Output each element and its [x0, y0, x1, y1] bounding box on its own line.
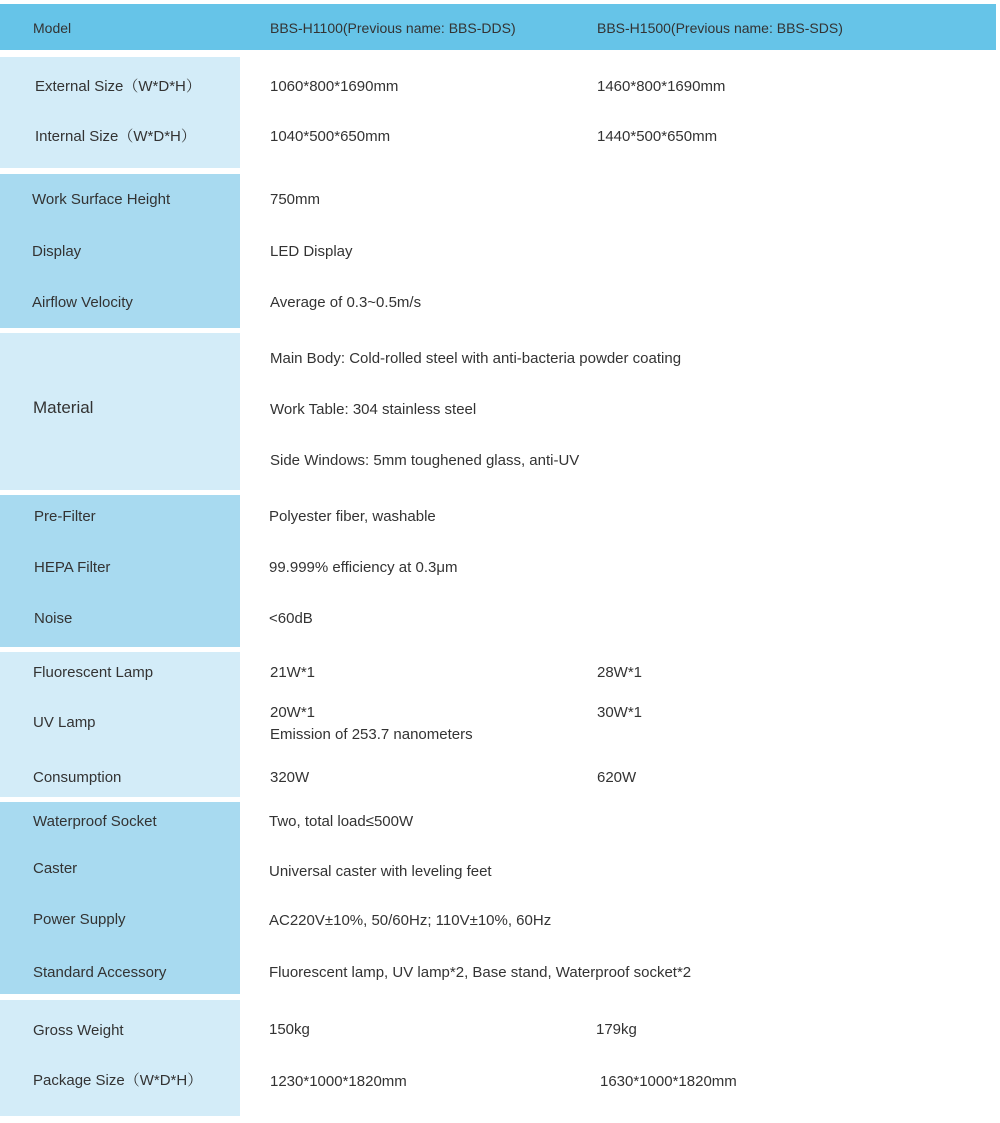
band-material-label-cell — [0, 333, 240, 490]
pre-filter-value: Polyester fiber, washable — [269, 508, 436, 525]
hepa-filter-value: 99.999% efficiency at 0.3μm — [269, 559, 458, 576]
work-surface-height-value: 750mm — [270, 191, 321, 208]
internal-size-label: Internal Size（W*D*H） — [35, 128, 196, 145]
noise-label: Noise — [34, 610, 73, 627]
band-lamps-label-cell — [0, 652, 240, 797]
consumption-value-2: 620W — [597, 769, 637, 786]
package-size-label: Package Size（W*D*H） — [33, 1072, 203, 1089]
standard-accessory-label: Standard Accessory — [33, 964, 167, 981]
internal-size-value-1: 1040*500*650mm — [270, 128, 391, 145]
material-work-table: Work Table: 304 stainless steel — [270, 401, 477, 418]
fluorescent-lamp-label: Fluorescent Lamp — [33, 664, 154, 681]
work-surface-height-label: Work Surface Height — [32, 191, 171, 208]
fluorescent-lamp-value-1: 21W*1 — [270, 664, 316, 681]
gross-weight-label: Gross Weight — [33, 1022, 124, 1039]
caster-value: Universal caster with leveling feet — [269, 863, 492, 880]
package-size-value-2: 1630*1000*1820mm — [600, 1073, 737, 1090]
hepa-filter-label: HEPA Filter — [34, 559, 111, 576]
band-surface-label-cell — [0, 174, 240, 328]
uv-lamp-label: UV Lamp — [33, 714, 96, 731]
uv-lamp-value-1: 20W*1 — [270, 704, 316, 721]
waterproof-socket-value: Two, total load≤500W — [269, 813, 414, 830]
band-shipping-label-cell — [0, 1000, 240, 1116]
package-size-value-1: 1230*1000*1820mm — [270, 1073, 407, 1090]
material-main-body: Main Body: Cold-rolled steel with anti-bacteria powder coating — [270, 350, 682, 367]
uv-lamp-value-2: 30W*1 — [597, 704, 643, 721]
power-supply-label: Power Supply — [33, 911, 126, 928]
consumption-label: Consumption — [33, 769, 122, 786]
power-supply-value: AC220V±10%, 50/60Hz; 110V±10%, 60Hz — [269, 912, 552, 929]
fluorescent-lamp-value-2: 28W*1 — [597, 664, 643, 681]
header-label: Model — [33, 20, 72, 36]
gross-weight-value-2: 179kg — [596, 1021, 637, 1038]
band-size-label-cell — [0, 57, 240, 168]
waterproof-socket-label: Waterproof Socket — [33, 813, 157, 830]
external-size-value-2: 1460*800*1690mm — [597, 78, 726, 95]
display-value: LED Display — [270, 243, 353, 260]
consumption-value-1: 320W — [270, 769, 310, 786]
caster-label: Caster — [33, 860, 78, 877]
external-size-label: External Size（W*D*H） — [35, 78, 201, 95]
header-model-1: BBS-H1100(Previous name: BBS-DDS) — [270, 20, 516, 36]
band-filters-label-cell — [0, 495, 240, 647]
external-size-value-1: 1060*800*1690mm — [270, 78, 399, 95]
standard-accessory-value: Fluorescent lamp, UV lamp*2, Base stand, Waterproof socket*2 — [269, 964, 692, 981]
band-power-label-cell — [0, 802, 240, 994]
pre-filter-label: Pre-Filter — [34, 508, 96, 525]
uv-lamp-note: Emission of 253.7 nanometers — [270, 726, 473, 743]
material-label: Material — [33, 398, 94, 417]
header-model-2: BBS-H1500(Previous name: BBS-SDS) — [597, 20, 843, 36]
gross-weight-value-1: 150kg — [269, 1021, 310, 1038]
noise-value: <60dB — [269, 610, 313, 627]
display-label: Display — [32, 243, 82, 260]
airflow-velocity-value: Average of 0.3~0.5m/s — [270, 294, 422, 311]
material-side-windows: Side Windows: 5mm toughened glass, anti-UV — [270, 452, 580, 469]
internal-size-value-2: 1440*500*650mm — [597, 128, 718, 145]
table-header — [0, 4, 996, 50]
airflow-velocity-label: Airflow Velocity — [32, 294, 133, 311]
